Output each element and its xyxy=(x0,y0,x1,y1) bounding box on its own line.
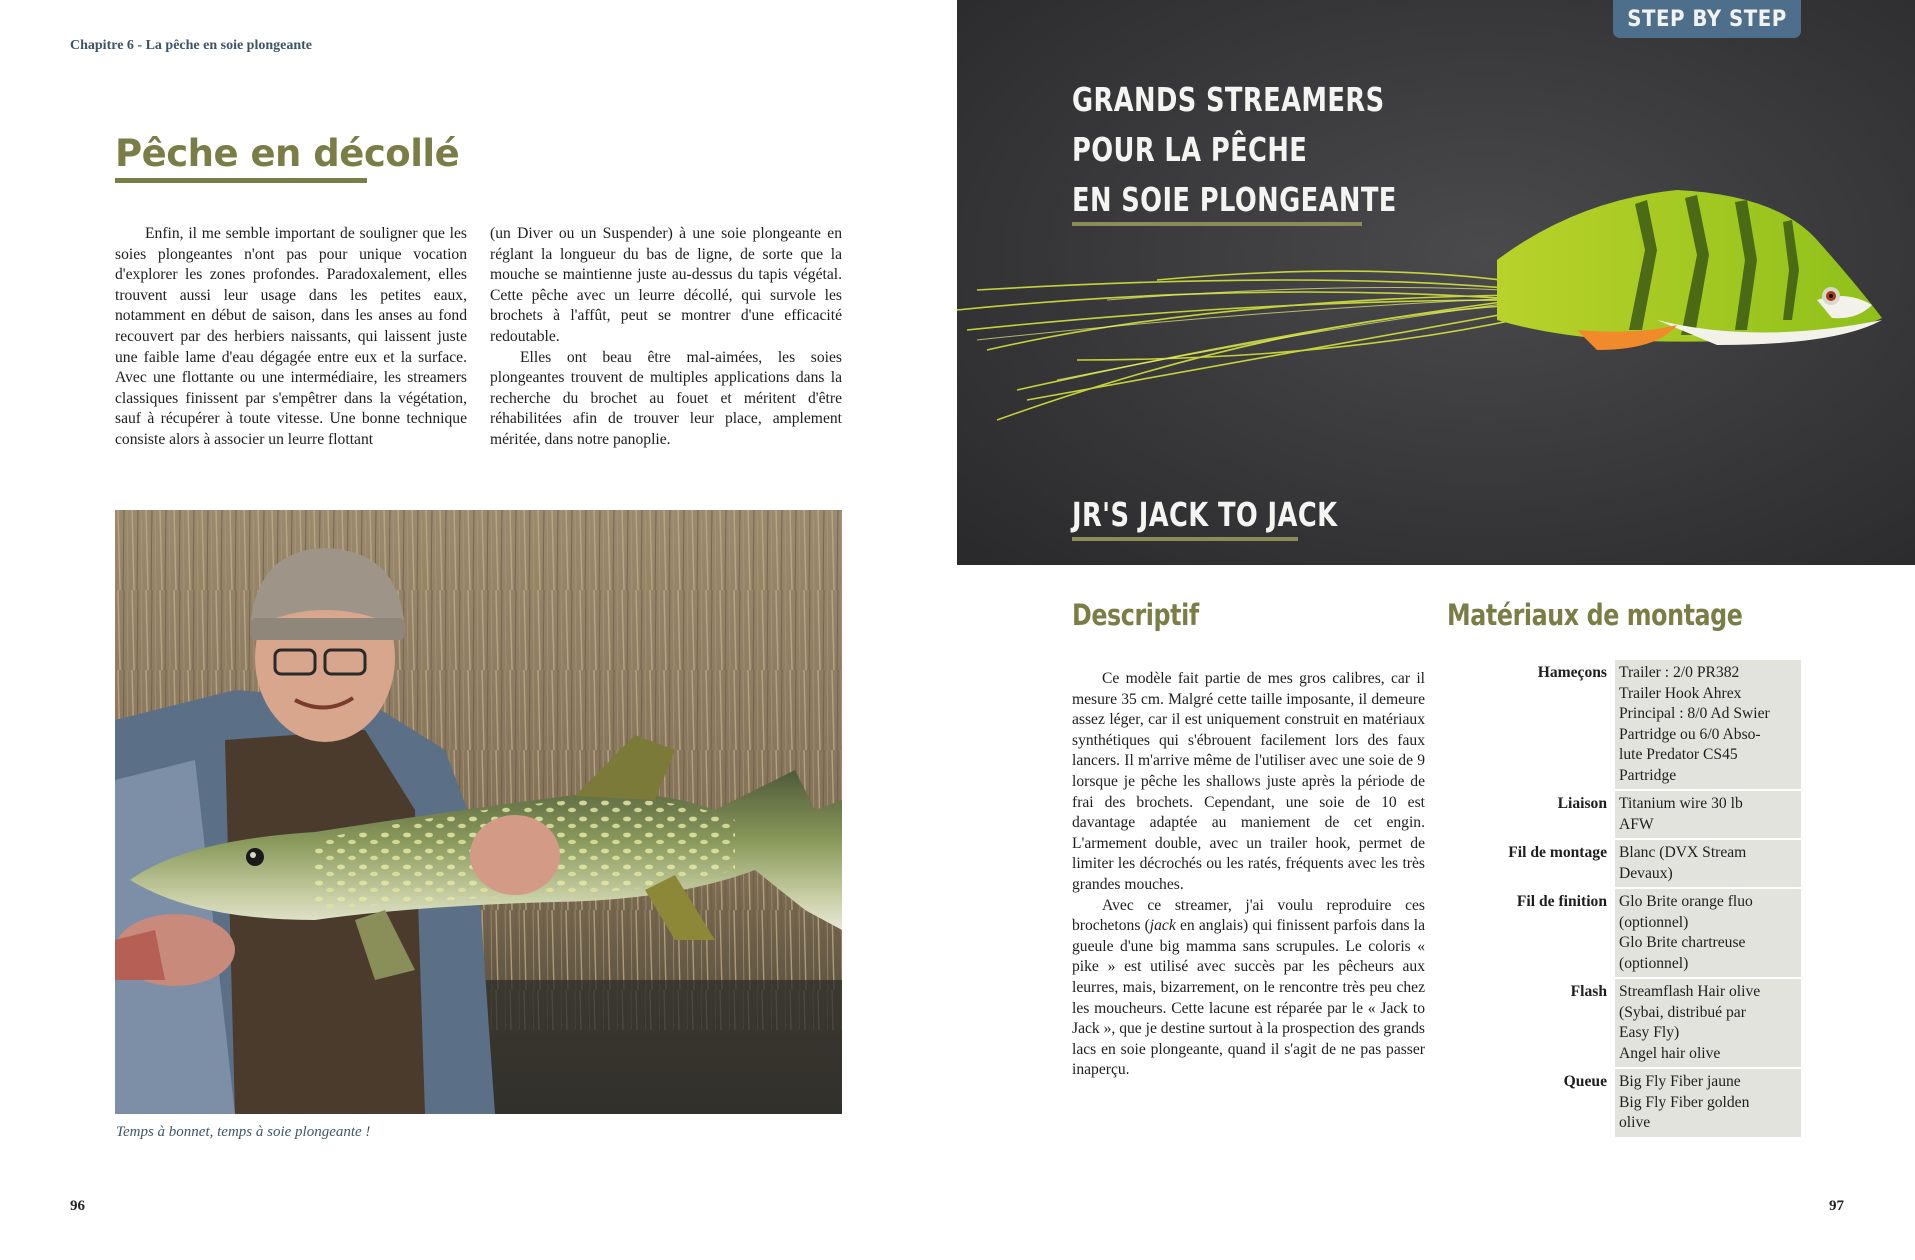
material-value-line: Devaux) xyxy=(1619,864,1673,882)
materials-row xyxy=(1447,889,1801,977)
material-value-line: Glo Brite orange fluo xyxy=(1619,893,1753,910)
material-value-line: Trailer Hook Ahrex xyxy=(1619,684,1742,702)
chapter-header: Chapitre 6 - La pêche en soie plongeante xyxy=(70,38,313,53)
emphasis-word: jack xyxy=(1149,917,1176,935)
hero-title-underline xyxy=(1072,222,1362,226)
right-page xyxy=(957,0,1915,1260)
material-value-line: Big Fly Fiber golden xyxy=(1619,1093,1750,1111)
material-value-line: Principal : 8/0 Ad Swier xyxy=(1619,705,1770,722)
material-value-line: (Sybai, distribué par xyxy=(1619,1003,1746,1021)
descriptif-title: Descriptif xyxy=(1072,598,1199,632)
material-label: Queue xyxy=(1447,1069,1615,1137)
material-value-line: Partridge xyxy=(1619,766,1677,784)
photo-caption: Temps à bonnet, temps à soie plongeante ! xyxy=(116,1124,371,1140)
material-label: Fil de montage xyxy=(1447,840,1615,887)
material-value-line: (optionnel) xyxy=(1619,913,1689,931)
section-title: Pêche en décollé xyxy=(115,132,460,175)
material-value xyxy=(1615,889,1801,977)
material-value-line: Easy Fly) xyxy=(1619,1024,1680,1041)
material-value-line: Glo Brite chartreuse xyxy=(1619,934,1746,951)
material-value-line: (optionnel) xyxy=(1619,954,1689,972)
material-value-line: Big Fly Fiber jaune xyxy=(1619,1073,1741,1090)
fly-name-underline xyxy=(1072,537,1298,541)
material-value xyxy=(1615,791,1801,838)
materials-row xyxy=(1447,840,1801,887)
section-title-underline xyxy=(115,178,367,183)
materials-row xyxy=(1447,660,1801,789)
materials-row xyxy=(1447,1069,1801,1137)
page-number: 97 xyxy=(1829,1198,1844,1214)
material-label: Hameçons xyxy=(1447,660,1615,789)
step-by-step-tag: STEP BY STEP xyxy=(1613,0,1801,38)
material-value-line: Partridge ou 6/0 Abso- xyxy=(1619,725,1761,743)
text-run: en anglais) qui finissent parfois dans la gueule d'une big mamma sans scrupules. Le coloris « pike » est utilisé avec succès par les pêcheurs aux leurres, mais, bizarrement, on le rencontre très peu chez les moucheurs. Cette lacune est réparée par le « Jack to Jack », que je destine surtout à la prospection des grands lacs en soie plongeante, quand il s'agit de ne pas passer inaperçu. xyxy=(1072,917,1425,1079)
paragraph: Elles ont beau être mal-aimées, les soies plongeantes trouvent de multiples applications dans la recherche du brochet au fouet et méritent d'être réhabilitées afin de trouver leur place, amplement méritée, dans notre panoplie. xyxy=(490,348,842,448)
material-label: Flash xyxy=(1447,979,1615,1067)
body-column-2 xyxy=(490,224,842,451)
paragraph: Enfin, il me semble important de souligner que les soies plongeantes n'ont pas pour unique vocation d'explorer les zones profondes. Paradoxalement, elles trouvent aussi leur usage dans les petites eaux, notamment en début de saison, dans les anses au fond recouvert par des herbiers naissants, qui laissent juste une faible lame d'eau dégagée entre eux et la surface. Avec une flottante ou une intermédiaire, les streamers classiques finissent par s'empêtrer dans la végétation, sauf à récupérer à toute vitesse. Une bonne technique consiste alors à associer un leurre flottant xyxy=(115,225,467,448)
descriptif-text xyxy=(1072,669,1425,1081)
paragraph xyxy=(1072,896,1425,1081)
material-value xyxy=(1615,1069,1801,1137)
material-value-line: Titanium wire 30 lb xyxy=(1619,795,1743,812)
page-number: 96 xyxy=(70,1198,85,1214)
pike-angler-photo xyxy=(115,510,842,1114)
materials-table xyxy=(1447,658,1801,1139)
hero-title-line: POUR LA PÊCHE xyxy=(1072,130,1308,169)
material-value-line: Angel hair olive xyxy=(1619,1044,1721,1062)
hero-title-line: GRANDS STREAMERS xyxy=(1072,80,1385,119)
materials-title: Matériaux de montage xyxy=(1447,598,1743,632)
materials-row xyxy=(1447,979,1801,1067)
material-value-line: lute Predator CS45 xyxy=(1619,746,1738,763)
left-page xyxy=(0,0,957,1260)
hero-title-line: EN SOIE PLONGEANTE xyxy=(1072,180,1397,219)
material-label: Fil de finition xyxy=(1447,889,1615,977)
material-value xyxy=(1615,979,1801,1067)
body-column-1 xyxy=(115,224,467,451)
material-value xyxy=(1615,660,1801,789)
material-value-line: Streamflash Hair olive xyxy=(1619,983,1761,1000)
material-value-line: Trailer : 2/0 PR382 xyxy=(1619,664,1740,681)
material-label: Liaison xyxy=(1447,791,1615,838)
fly-name: JR'S JACK TO JACK xyxy=(1072,495,1338,534)
paragraph: (un Diver ou un Suspender) à une soie plongeante en réglant la longueur du bas de ligne, de sorte que la mouche se maintienne juste au-dessus du tapis végétal. Cette pêche avec un leurre décollé, qui survole les brochets à l'affût, peut se montrer d'une efficacité redoutable. xyxy=(490,225,842,345)
material-value xyxy=(1615,840,1801,887)
materials-row xyxy=(1447,791,1801,838)
paragraph: Ce modèle fait partie de mes gros calibres, car il mesure 35 cm. Malgré cette taille imposante, il demeure assez léger, car il est uniquement construit en matériaux synthétiques qui s'ébrouent facilement lors des faux lancers. Il m'arrive même de l'utiliser avec une soie de 9 lorsque je pêche les shallows juste après la période de frai des brochets. Cependant, une soie de 10 est davantage adaptée au maniement de cet engin. L'armement double, avec un trailer hook, permet de limiter les décrochés ou les ratés, fréquents avec les très grandes mouches. xyxy=(1072,670,1425,893)
hero-banner xyxy=(957,0,1915,565)
material-value-line: olive xyxy=(1619,1114,1651,1131)
text-run: Avec ce streamer, j'ai voulu reproduire ces brochetons ( xyxy=(1072,896,1425,935)
material-value-line: Blanc (DVX Stream xyxy=(1619,844,1747,861)
material-value-line: AFW xyxy=(1619,815,1654,833)
